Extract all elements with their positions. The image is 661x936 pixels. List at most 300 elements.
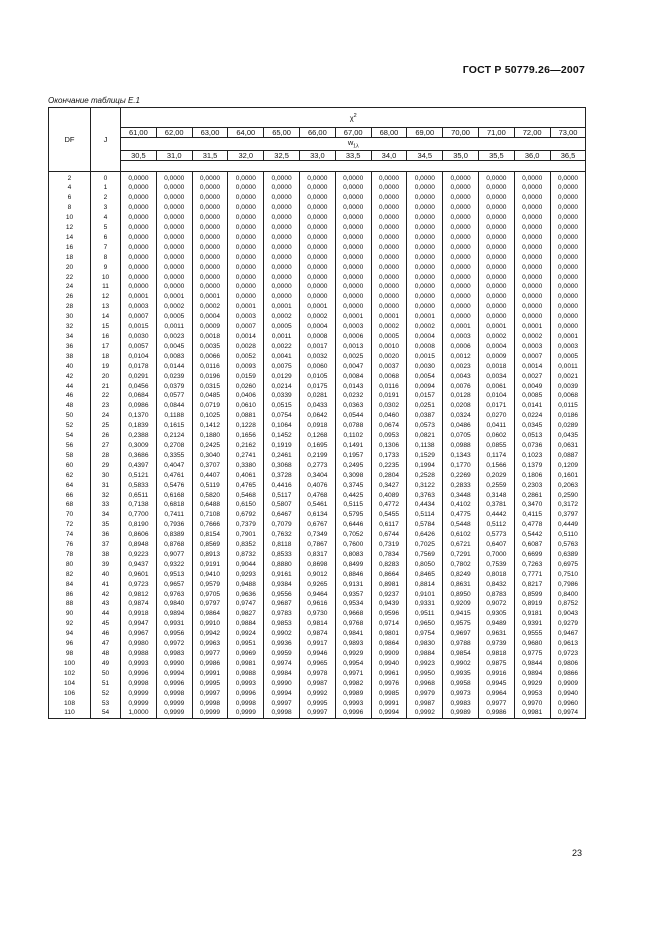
j-cell: 42 bbox=[91, 590, 121, 600]
value-cell: 0,9992 bbox=[299, 689, 335, 699]
value-cell: 0,0000 bbox=[407, 253, 443, 263]
value-cell: 0,7052 bbox=[335, 530, 371, 540]
value-cell: 0,9929 bbox=[335, 649, 371, 659]
value-cell: 0,0034 bbox=[478, 372, 514, 382]
value-cell: 0,0000 bbox=[407, 233, 443, 243]
j-cell: 25 bbox=[91, 421, 121, 431]
value-cell: 0,6117 bbox=[371, 520, 407, 530]
value-cell: 0,0000 bbox=[478, 302, 514, 312]
value-cell: 0,0674 bbox=[371, 421, 407, 431]
value-cell: 0,8948 bbox=[121, 540, 157, 550]
value-cell: 0,0000 bbox=[478, 171, 514, 183]
value-cell: 0,2804 bbox=[371, 471, 407, 481]
value-cell: 0,9973 bbox=[443, 689, 479, 699]
value-cell: 0,0045 bbox=[156, 342, 192, 352]
chi-value: 70,00 bbox=[443, 128, 479, 138]
value-cell: 0,9958 bbox=[443, 679, 479, 689]
value-cell: 0,0379 bbox=[156, 382, 192, 392]
value-cell: 0,2528 bbox=[407, 471, 443, 481]
value-cell: 0,7411 bbox=[156, 510, 192, 520]
df-cell: 68 bbox=[49, 500, 91, 510]
value-cell: 0,0060 bbox=[299, 362, 335, 372]
value-cell: 0,9994 bbox=[156, 669, 192, 679]
value-cell: 0,0000 bbox=[335, 273, 371, 283]
value-cell: 0,0000 bbox=[335, 203, 371, 213]
value-cell: 0,2495 bbox=[335, 461, 371, 471]
value-cell: 0,0004 bbox=[299, 322, 335, 332]
value-cell: 0,9812 bbox=[121, 590, 157, 600]
value-cell: 0,0000 bbox=[264, 203, 300, 213]
value-cell: 0,0000 bbox=[514, 213, 550, 223]
value-cell: 0,9410 bbox=[192, 570, 228, 580]
value-cell: 0,2269 bbox=[443, 471, 479, 481]
value-cell: 0,0602 bbox=[478, 431, 514, 441]
df-cell: 28 bbox=[49, 302, 91, 312]
value-cell: 0,0821 bbox=[407, 431, 443, 441]
j-cell: 1 bbox=[91, 183, 121, 193]
value-cell: 0,0000 bbox=[478, 263, 514, 273]
value-cell: 0,7349 bbox=[299, 530, 335, 540]
j-cell: 54 bbox=[91, 708, 121, 718]
j-cell: 34 bbox=[91, 510, 121, 520]
df-cell: 98 bbox=[49, 649, 91, 659]
value-cell: 0,6488 bbox=[192, 500, 228, 510]
value-cell: 0,0918 bbox=[299, 421, 335, 431]
value-cell: 0,9331 bbox=[407, 599, 443, 609]
value-cell: 0,9827 bbox=[228, 609, 264, 619]
value-cell: 0,3380 bbox=[228, 461, 264, 471]
value-cell: 0,9874 bbox=[299, 629, 335, 639]
table-row bbox=[49, 560, 586, 570]
value-cell: 0,8599 bbox=[514, 590, 550, 600]
value-cell: 0,1209 bbox=[550, 461, 586, 471]
value-cell: 0,1174 bbox=[478, 451, 514, 461]
value-cell: 0,0116 bbox=[192, 362, 228, 372]
value-cell: 0,9830 bbox=[407, 639, 443, 649]
value-cell: 0,9989 bbox=[443, 708, 479, 718]
table-row bbox=[49, 421, 586, 431]
value-cell: 0,0007 bbox=[228, 322, 264, 332]
value-cell: 0,9902 bbox=[264, 629, 300, 639]
value-cell: 0,9739 bbox=[478, 639, 514, 649]
value-cell: 0,9209 bbox=[443, 599, 479, 609]
value-cell: 0,0002 bbox=[192, 302, 228, 312]
df-cell: 42 bbox=[49, 372, 91, 382]
value-cell: 0,3707 bbox=[192, 461, 228, 471]
value-cell: 0,4761 bbox=[156, 471, 192, 481]
value-cell: 0,0000 bbox=[228, 282, 264, 292]
value-cell: 0,9982 bbox=[335, 679, 371, 689]
value-cell: 0,9936 bbox=[264, 639, 300, 649]
value-cell: 0,9384 bbox=[264, 580, 300, 590]
value-cell: 0,5112 bbox=[478, 520, 514, 530]
value-cell: 0,1695 bbox=[299, 441, 335, 451]
value-cell: 0,4425 bbox=[335, 491, 371, 501]
value-cell: 0,0000 bbox=[121, 223, 157, 233]
value-cell: 0,5110 bbox=[550, 530, 586, 540]
chi-value: 64,00 bbox=[228, 128, 264, 138]
value-cell: 0,0094 bbox=[407, 382, 443, 392]
table-row bbox=[49, 171, 586, 183]
value-cell: 0,0881 bbox=[228, 411, 264, 421]
j-cell: 8 bbox=[91, 253, 121, 263]
value-cell: 0,0000 bbox=[192, 273, 228, 283]
value-cell: 0,0039 bbox=[550, 382, 586, 392]
value-cell: 0,0191 bbox=[371, 391, 407, 401]
j-cell: 24 bbox=[91, 411, 121, 421]
value-cell: 0,9989 bbox=[335, 689, 371, 699]
value-cell: 0,9223 bbox=[121, 550, 157, 560]
value-cell: 0,9997 bbox=[264, 699, 300, 709]
value-cell: 0,1025 bbox=[192, 411, 228, 421]
df-header: DF bbox=[49, 108, 91, 172]
df-cell: 100 bbox=[49, 659, 91, 669]
value-cell: 0,0037 bbox=[371, 362, 407, 372]
value-cell: 0,0232 bbox=[335, 391, 371, 401]
value-cell: 0,4765 bbox=[228, 481, 264, 491]
w-value: 33,0 bbox=[299, 150, 335, 160]
table-row bbox=[49, 352, 586, 362]
value-cell: 0,6511 bbox=[121, 491, 157, 501]
value-cell: 0,9963 bbox=[192, 639, 228, 649]
value-cell: 0,0001 bbox=[550, 332, 586, 342]
value-cell: 0,0093 bbox=[228, 362, 264, 372]
value-cell: 0,9983 bbox=[443, 699, 479, 709]
value-cell: 0,0456 bbox=[121, 382, 157, 392]
df-cell: 58 bbox=[49, 451, 91, 461]
value-cell: 0,0020 bbox=[371, 352, 407, 362]
value-cell: 0,1379 bbox=[514, 461, 550, 471]
value-cell: 0,5833 bbox=[121, 481, 157, 491]
chi-value: 65,00 bbox=[264, 128, 300, 138]
value-cell: 0,0000 bbox=[121, 171, 157, 183]
value-cell: 0,7802 bbox=[443, 560, 479, 570]
value-cell: 0,0000 bbox=[121, 203, 157, 213]
value-cell: 0,0000 bbox=[514, 253, 550, 263]
value-cell: 0,7632 bbox=[264, 530, 300, 540]
value-cell: 0,9668 bbox=[335, 609, 371, 619]
value-cell: 0,6087 bbox=[514, 540, 550, 550]
value-cell: 0,0000 bbox=[371, 292, 407, 302]
value-cell: 0,0339 bbox=[264, 391, 300, 401]
value-cell: 0,3404 bbox=[299, 471, 335, 481]
value-cell: 0,0186 bbox=[550, 411, 586, 421]
value-cell: 0,7986 bbox=[550, 580, 586, 590]
value-cell: 0,0000 bbox=[478, 193, 514, 203]
value-cell: 0,0003 bbox=[443, 332, 479, 342]
value-cell: 0,0002 bbox=[407, 322, 443, 332]
value-cell: 0,9357 bbox=[335, 590, 371, 600]
value-cell: 0,0141 bbox=[514, 401, 550, 411]
value-cell: 0,7025 bbox=[407, 540, 443, 550]
value-cell: 0,0000 bbox=[121, 183, 157, 193]
value-cell: 0,0066 bbox=[192, 352, 228, 362]
value-cell: 0,0000 bbox=[514, 233, 550, 243]
value-cell: 0,9964 bbox=[478, 689, 514, 699]
value-cell: 0,0515 bbox=[264, 401, 300, 411]
value-cell: 0,0260 bbox=[228, 382, 264, 392]
value-cell: 0,0000 bbox=[156, 203, 192, 213]
value-cell: 0,9894 bbox=[156, 609, 192, 619]
value-cell: 0,0000 bbox=[192, 193, 228, 203]
value-cell: 0,5476 bbox=[156, 481, 192, 491]
value-cell: 0,9488 bbox=[228, 580, 264, 590]
value-cell: 0,0008 bbox=[299, 332, 335, 342]
value-cell: 0,2461 bbox=[264, 451, 300, 461]
df-cell: 16 bbox=[49, 243, 91, 253]
value-cell: 0,0000 bbox=[156, 263, 192, 273]
value-cell: 0,0006 bbox=[443, 342, 479, 352]
value-cell: 0,0000 bbox=[407, 183, 443, 193]
value-cell: 0,0000 bbox=[228, 273, 264, 283]
value-cell: 0,0004 bbox=[192, 312, 228, 322]
value-cell: 0,3009 bbox=[121, 441, 157, 451]
value-cell: 0,7319 bbox=[371, 540, 407, 550]
value-cell: 0,0435 bbox=[550, 431, 586, 441]
table-body bbox=[49, 171, 586, 719]
value-cell: 0,9974 bbox=[550, 708, 586, 718]
value-cell: 0,2773 bbox=[299, 461, 335, 471]
value-cell: 0,0083 bbox=[156, 352, 192, 362]
value-cell: 0,1412 bbox=[192, 421, 228, 431]
value-cell: 0,9999 bbox=[121, 699, 157, 709]
value-cell: 0,0000 bbox=[299, 243, 335, 253]
table-row bbox=[49, 441, 586, 451]
value-cell: 0,0324 bbox=[443, 411, 479, 421]
value-cell: 0,0000 bbox=[228, 183, 264, 193]
value-cell: 0,0000 bbox=[514, 203, 550, 213]
j-cell: 41 bbox=[91, 580, 121, 590]
table-row bbox=[49, 362, 586, 372]
value-cell: 0,9977 bbox=[192, 649, 228, 659]
value-cell: 0,0000 bbox=[299, 223, 335, 233]
table-row bbox=[49, 609, 586, 619]
value-cell: 0,0084 bbox=[335, 372, 371, 382]
value-cell: 0,9953 bbox=[514, 689, 550, 699]
value-cell: 0,9783 bbox=[264, 609, 300, 619]
value-cell: 0,9866 bbox=[550, 669, 586, 679]
value-cell: 0,4061 bbox=[228, 471, 264, 481]
value-cell: 0,5448 bbox=[443, 520, 479, 530]
value-cell: 0,6426 bbox=[407, 530, 443, 540]
value-cell: 0,9723 bbox=[550, 649, 586, 659]
value-cell: 0,0000 bbox=[443, 183, 479, 193]
value-cell: 0,0485 bbox=[192, 391, 228, 401]
j-cell: 21 bbox=[91, 382, 121, 392]
value-cell: 0,2162 bbox=[228, 441, 264, 451]
j-cell: 27 bbox=[91, 441, 121, 451]
value-cell: 0,1994 bbox=[407, 461, 443, 471]
df-cell: 20 bbox=[49, 263, 91, 273]
value-cell: 0,0104 bbox=[121, 352, 157, 362]
value-cell: 0,9981 bbox=[228, 659, 264, 669]
value-cell: 0,2388 bbox=[121, 431, 157, 441]
value-cell: 0,8352 bbox=[228, 540, 264, 550]
chi-value: 67,00 bbox=[335, 128, 371, 138]
value-cell: 0,9940 bbox=[550, 689, 586, 699]
value-cell: 0,6407 bbox=[478, 540, 514, 550]
value-cell: 0,0887 bbox=[550, 451, 586, 461]
value-cell: 0,0129 bbox=[264, 372, 300, 382]
value-cell: 0,0239 bbox=[156, 372, 192, 382]
value-cell: 0,0001 bbox=[192, 292, 228, 302]
df-cell: 14 bbox=[49, 233, 91, 243]
value-cell: 0,0000 bbox=[335, 282, 371, 292]
value-cell: 0,0000 bbox=[156, 243, 192, 253]
value-cell: 0,0013 bbox=[335, 342, 371, 352]
value-cell: 0,9992 bbox=[407, 708, 443, 718]
value-cell: 0,6102 bbox=[443, 530, 479, 540]
value-cell: 0,2708 bbox=[156, 441, 192, 451]
table-row bbox=[49, 510, 586, 520]
value-cell: 0,0000 bbox=[371, 213, 407, 223]
value-cell: 0,0000 bbox=[156, 273, 192, 283]
value-cell: 0,9853 bbox=[264, 619, 300, 629]
value-cell: 0,0000 bbox=[228, 193, 264, 203]
value-cell: 0,9918 bbox=[121, 609, 157, 619]
df-cell: 62 bbox=[49, 471, 91, 481]
j-cell: 18 bbox=[91, 352, 121, 362]
value-cell: 0,8913 bbox=[192, 550, 228, 560]
value-cell: 0,0076 bbox=[443, 382, 479, 392]
value-cell: 0,9723 bbox=[121, 580, 157, 590]
chi-value: 72,00 bbox=[514, 128, 550, 138]
value-cell: 0,0406 bbox=[228, 391, 264, 401]
value-cell: 0,5114 bbox=[407, 510, 443, 520]
value-cell: 0,9945 bbox=[478, 679, 514, 689]
df-cell: 4 bbox=[49, 183, 91, 193]
value-cell: 0,0001 bbox=[407, 312, 443, 322]
table-row bbox=[49, 708, 586, 718]
value-cell: 0,3448 bbox=[443, 491, 479, 501]
value-cell: 0,0000 bbox=[407, 302, 443, 312]
j-cell: 26 bbox=[91, 431, 121, 441]
value-cell: 0,0000 bbox=[478, 273, 514, 283]
table-row bbox=[49, 382, 586, 392]
value-cell: 0,0196 bbox=[192, 372, 228, 382]
value-cell: 0,3427 bbox=[371, 481, 407, 491]
value-cell: 0,1452 bbox=[264, 431, 300, 441]
value-cell: 0,9237 bbox=[371, 590, 407, 600]
table-row bbox=[49, 372, 586, 382]
value-cell: 0,1957 bbox=[335, 451, 371, 461]
value-cell: 0,9844 bbox=[514, 659, 550, 669]
table-row bbox=[49, 679, 586, 689]
value-cell: 0,9631 bbox=[478, 629, 514, 639]
value-cell: 0,0004 bbox=[478, 342, 514, 352]
value-cell: 0,0000 bbox=[156, 282, 192, 292]
value-cell: 1,0000 bbox=[121, 708, 157, 718]
value-cell: 0,9322 bbox=[156, 560, 192, 570]
value-cell: 0,1839 bbox=[121, 421, 157, 431]
w-value: 35,5 bbox=[478, 150, 514, 160]
value-cell: 0,0000 bbox=[121, 263, 157, 273]
value-cell: 0,0085 bbox=[514, 391, 550, 401]
df-cell: 34 bbox=[49, 332, 91, 342]
value-cell: 0,9909 bbox=[550, 679, 586, 689]
value-cell: 0,0011 bbox=[156, 322, 192, 332]
w-value: 35,0 bbox=[443, 150, 479, 160]
value-cell: 0,9012 bbox=[299, 570, 335, 580]
table-row bbox=[49, 243, 586, 253]
value-cell: 0,0171 bbox=[478, 401, 514, 411]
value-cell: 0,3122 bbox=[407, 481, 443, 491]
table-row bbox=[49, 322, 586, 332]
value-cell: 0,0009 bbox=[478, 352, 514, 362]
value-cell: 0,9969 bbox=[228, 649, 264, 659]
j-cell: 20 bbox=[91, 372, 121, 382]
value-cell: 0,1370 bbox=[121, 411, 157, 421]
value-cell: 0,8465 bbox=[407, 570, 443, 580]
w-value: 32,5 bbox=[264, 150, 300, 160]
value-cell: 0,0000 bbox=[192, 253, 228, 263]
value-cell: 0,0000 bbox=[264, 213, 300, 223]
value-cell: 0,0000 bbox=[514, 243, 550, 253]
value-cell: 0,0719 bbox=[192, 401, 228, 411]
value-cell: 0,0002 bbox=[514, 332, 550, 342]
value-cell: 0,8631 bbox=[443, 580, 479, 590]
value-cell: 0,0104 bbox=[478, 391, 514, 401]
j-cell: 6 bbox=[91, 233, 121, 243]
value-cell: 0,0000 bbox=[228, 292, 264, 302]
value-cell: 0,0000 bbox=[335, 183, 371, 193]
value-cell: 0,9987 bbox=[407, 699, 443, 709]
value-cell: 0,9131 bbox=[335, 580, 371, 590]
value-cell: 0,0000 bbox=[514, 273, 550, 283]
j-cell: 14 bbox=[91, 312, 121, 322]
value-cell: 0,9902 bbox=[443, 659, 479, 669]
value-cell: 0,9884 bbox=[228, 619, 264, 629]
value-cell: 0,9998 bbox=[192, 699, 228, 709]
value-cell: 0,0011 bbox=[550, 362, 586, 372]
value-cell: 0,6818 bbox=[156, 500, 192, 510]
value-cell: 0,9864 bbox=[371, 639, 407, 649]
j-cell: 23 bbox=[91, 401, 121, 411]
value-cell: 0,0000 bbox=[192, 243, 228, 253]
value-cell: 0,0736 bbox=[514, 441, 550, 451]
value-cell: 0,9875 bbox=[478, 659, 514, 669]
value-cell: 0,0023 bbox=[443, 362, 479, 372]
value-cell: 0,0000 bbox=[443, 233, 479, 243]
value-cell: 0,9864 bbox=[192, 609, 228, 619]
j-cell: 29 bbox=[91, 461, 121, 471]
value-cell: 0,1023 bbox=[514, 451, 550, 461]
table-row bbox=[49, 639, 586, 649]
df-cell: 48 bbox=[49, 401, 91, 411]
value-cell: 0,0000 bbox=[192, 183, 228, 193]
value-cell: 0,1733 bbox=[371, 451, 407, 461]
value-cell: 0,0460 bbox=[371, 411, 407, 421]
value-cell: 0,9965 bbox=[299, 659, 335, 669]
value-cell: 0,4442 bbox=[478, 510, 514, 520]
value-cell: 0,0011 bbox=[264, 332, 300, 342]
value-cell: 0,0000 bbox=[407, 171, 443, 183]
table-row bbox=[49, 302, 586, 312]
value-cell: 0,0000 bbox=[550, 243, 586, 253]
value-cell: 0,9191 bbox=[192, 560, 228, 570]
value-cell: 0,0000 bbox=[478, 253, 514, 263]
value-cell: 0,9616 bbox=[299, 599, 335, 609]
j-cell: 2 bbox=[91, 193, 121, 203]
value-cell: 0,9996 bbox=[156, 679, 192, 689]
value-cell: 0,2833 bbox=[443, 481, 479, 491]
value-cell: 0,7936 bbox=[156, 520, 192, 530]
value-cell: 0,0003 bbox=[121, 302, 157, 312]
df-cell: 86 bbox=[49, 590, 91, 600]
value-cell: 0,0986 bbox=[121, 401, 157, 411]
df-cell: 92 bbox=[49, 619, 91, 629]
value-cell: 0,9999 bbox=[228, 708, 264, 718]
